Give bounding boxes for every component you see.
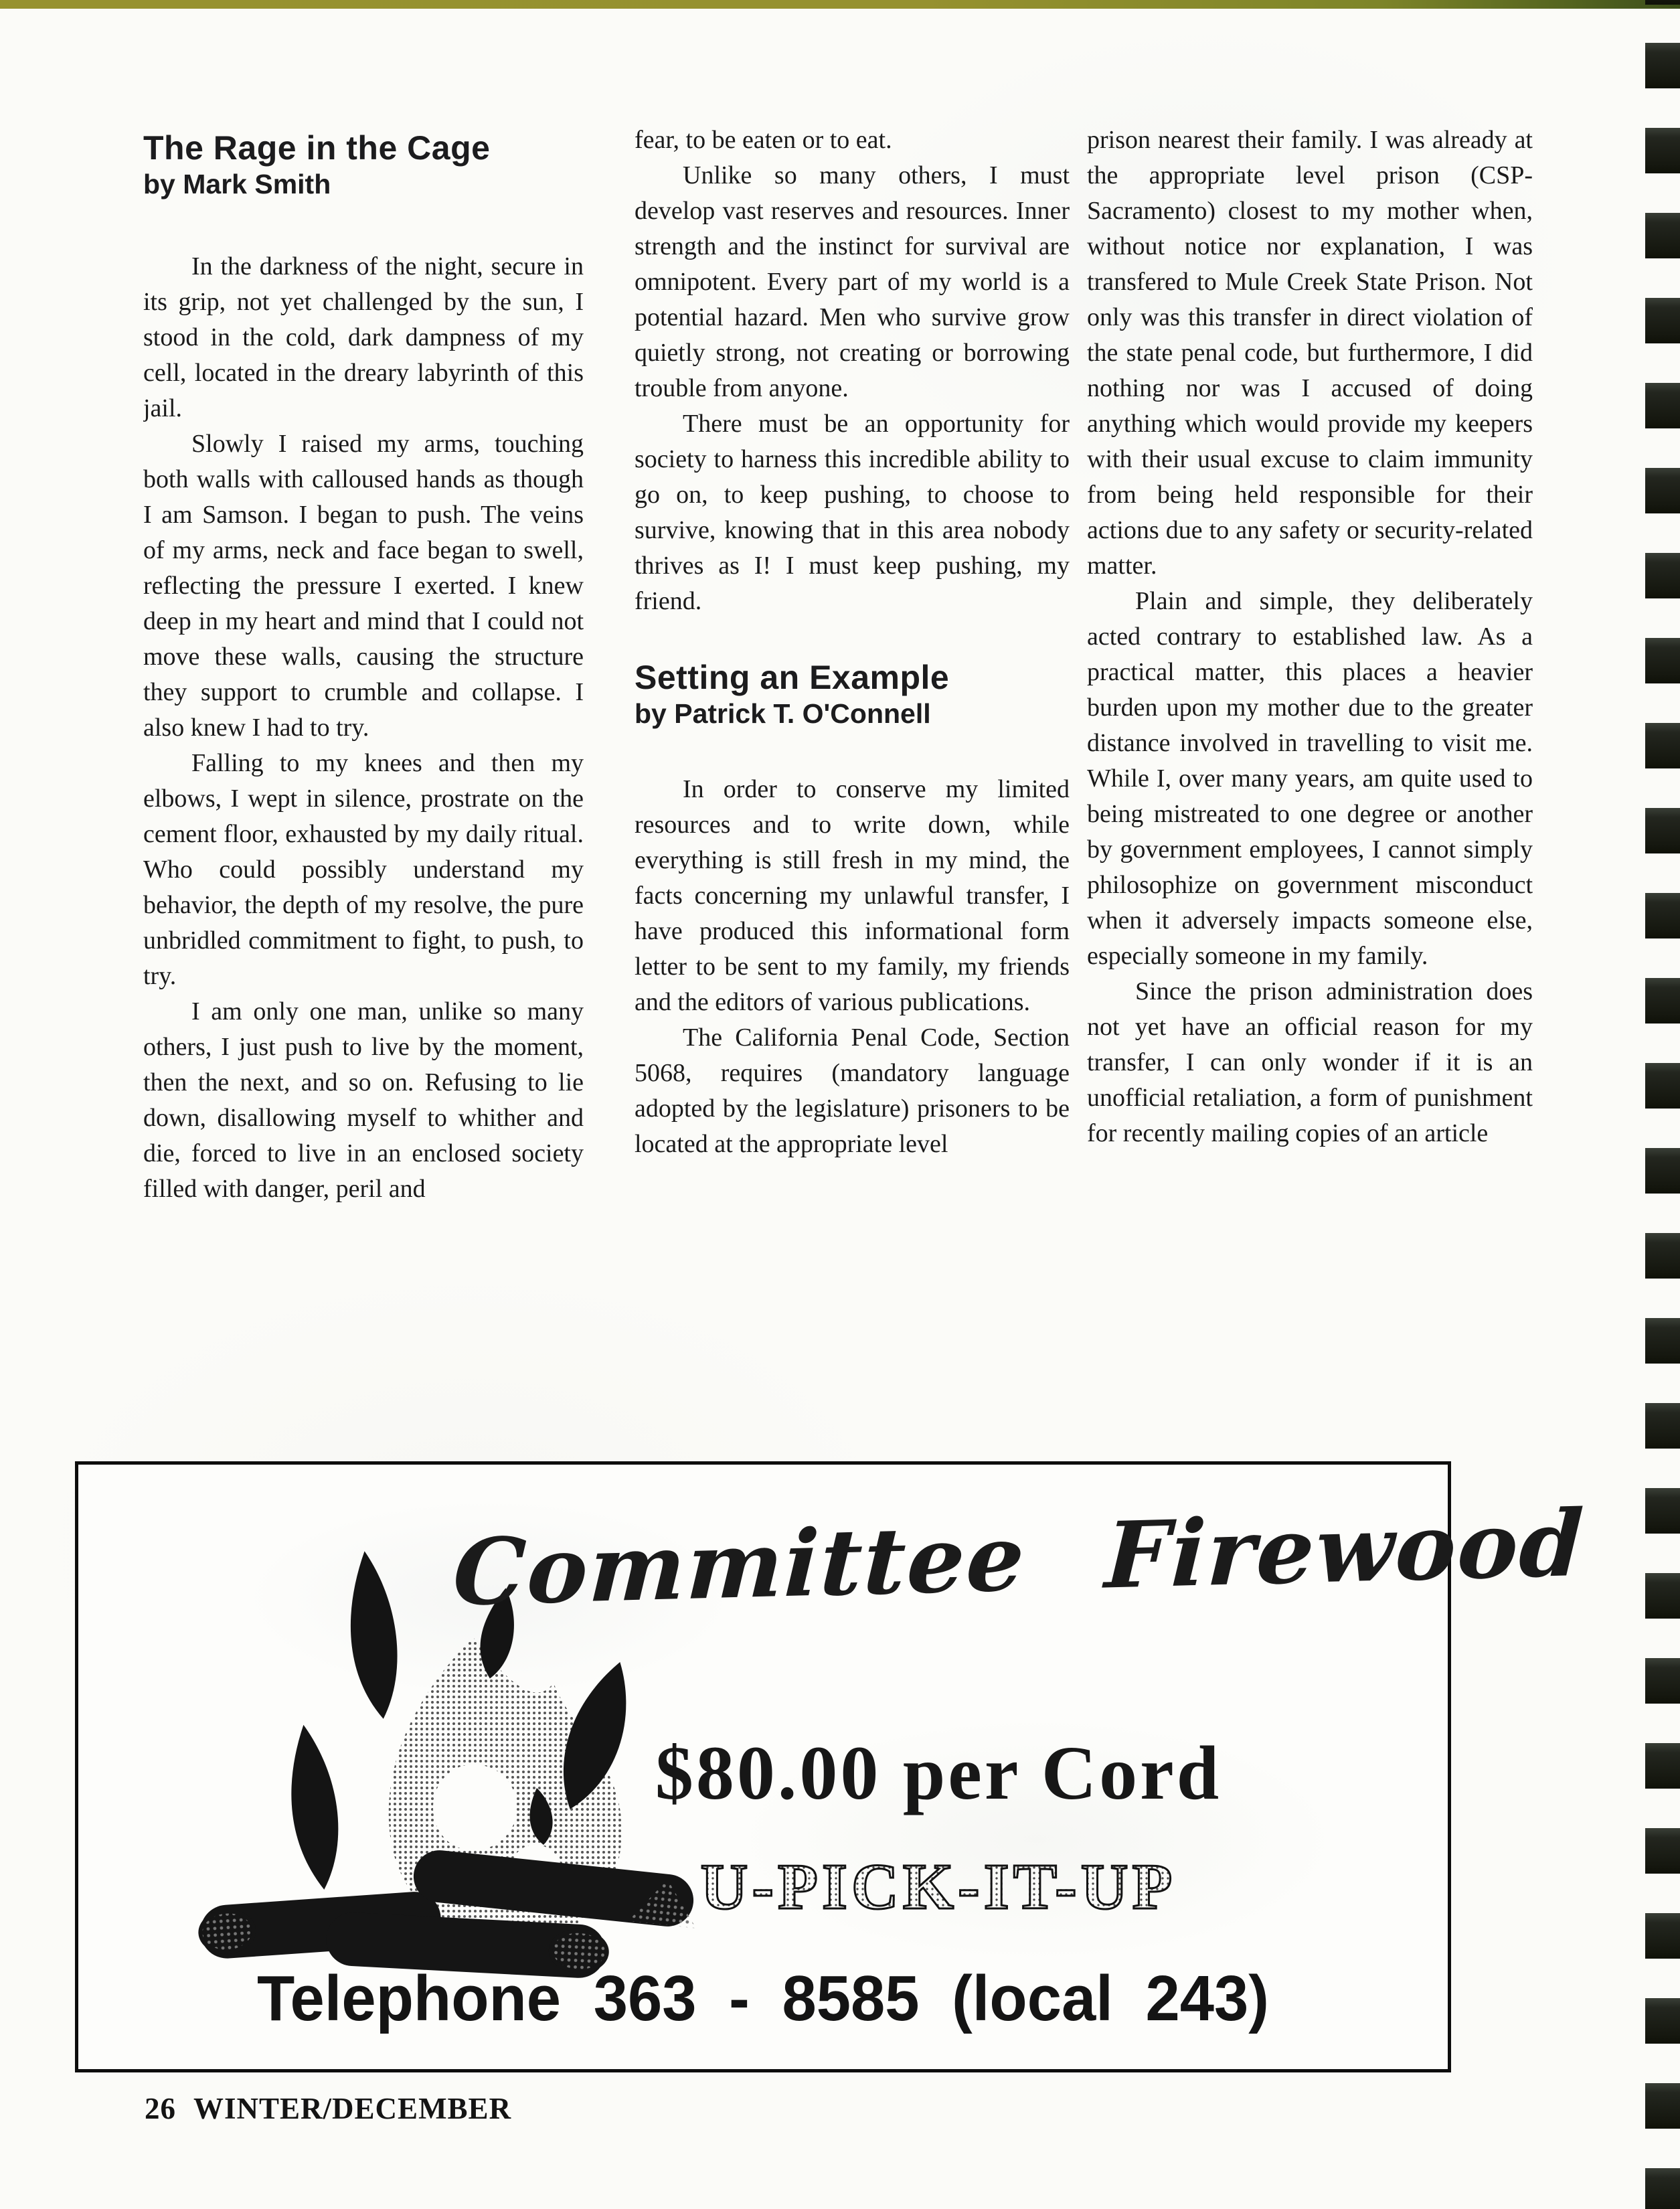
ad-pickup-line: U-PICK-IT-UP xyxy=(453,1854,1424,1920)
page-number: 26 xyxy=(145,2092,176,2125)
ad-phone-number: Telephone 363 - 8585 (local 243) xyxy=(257,1963,1269,2034)
comb-binding xyxy=(1645,0,1680,2209)
paragraph: Plain and simple, they deliberately acted contrary to established law. As a practical matter, this places a heavier burden upon my mother due to the greater distance involved in travelling to visit me. While I, over many years, am quite used to being mistreated to one degree or another by government employees, I cannot simply philosophize on government misconduct when it adversely impacts someone else, especially someone in my family. xyxy=(1087,587,1533,970)
issue-label: WINTER/DECEMBER xyxy=(193,2092,512,2125)
article-title-rage: The Rage in the Cage xyxy=(143,129,491,167)
ad-business-name: Committee Firewood xyxy=(450,1489,1587,1627)
article-title-example: Setting an Example xyxy=(635,659,950,696)
ad-price: $80.00 per Cord xyxy=(655,1730,1222,1815)
paragraph: In order to conserve my limited resources and to write down, while everything is still fresh in my mind, the facts concerning my unlawful transfer, I have produced this informational form letter to be sent to my family, my friends and the editors of various publications. xyxy=(635,775,1070,1016)
book-top-edge xyxy=(0,0,1680,9)
paragraph: I am only one man, unlike so many others, I just push to live by the moment, then the next, and so on. Refusing to lie down, disallowing myself to whither and die, forced to live in an enclosed society filled with danger, peril and xyxy=(143,997,584,1203)
paragraph: The California Penal Code, Section 5068, requires (mandatory language adopted by the legislature) prisoners to be located at the appropriate level xyxy=(635,1024,1070,1158)
paragraph: Slowly I raised my arms, touching both walls with calloused hands as though I am Samson. I began to push. The veins of my arms, neck and face began to swell, reflecting the pressure I exerted. I knew deep in my heart and mind that I could not move these walls, causing the structure they support to crumble and collapse. I also knew I had to try. xyxy=(143,430,584,742)
paragraph: Since the prison administration does not yet have an official reason for my transfer, I can only wonder if it is an unofficial retaliation, a form of punishment for recently mailing copies of an article xyxy=(1087,977,1533,1147)
paragraph-continuation: fear, to be eaten or to eat. xyxy=(635,126,892,154)
paragraph: Unlike so many others, I must develop vast reserves and resources. Inner strength and the instinct for survival are omnipotent. Every part of my world is a potential hazard. Men who survive grow quietly strong, not creating or borrowing trouble from anyone. xyxy=(635,161,1070,402)
article-column-2 xyxy=(635,122,1070,1459)
firewood-ad xyxy=(75,1461,1587,2072)
page-footer xyxy=(145,2091,511,2126)
article-byline-rage: by Mark Smith xyxy=(143,169,331,199)
article-column-1 xyxy=(143,129,584,1457)
paragraph: In the darkness of the night, secure in its grip, not yet challenged by the sun, I stood in the cold, dark dampness of my cell, located in the dreary labyrinth of this jail. xyxy=(143,252,584,422)
article-column-3 xyxy=(1087,122,1533,1459)
paragraph: Falling to my knees and then my elbows, I wept in silence, prostrate on the cement floor, exhausted by my daily ritual. Who could possibly understand my behavior, the depth of my resolve, the pure unbridled commitment to fight, to push, to try. xyxy=(143,749,584,990)
article-byline-example: by Patrick T. O'Connell xyxy=(635,698,931,729)
paragraph-continuation: prison nearest their family. I was already at the appropriate level prison (CSP-Sacramento) closest to my mother when, without notice nor explanation, I was transfered to Mule Creek State Prison. Not only was this transfer in direct violation of the state penal code, but furthermore, I did nothing nor was I accused of doing anything which would provide my keepers with their usual excuse to claim immunity from being held responsible for their actions due to any safety or security-related matter. xyxy=(1087,126,1533,580)
paragraph: There must be an opportunity for society to harness this incredible ability to go on, to keep pushing, to choose to survive, knowing that in this area nobody thrives as I! I must keep pushing, my friend. xyxy=(635,410,1070,615)
